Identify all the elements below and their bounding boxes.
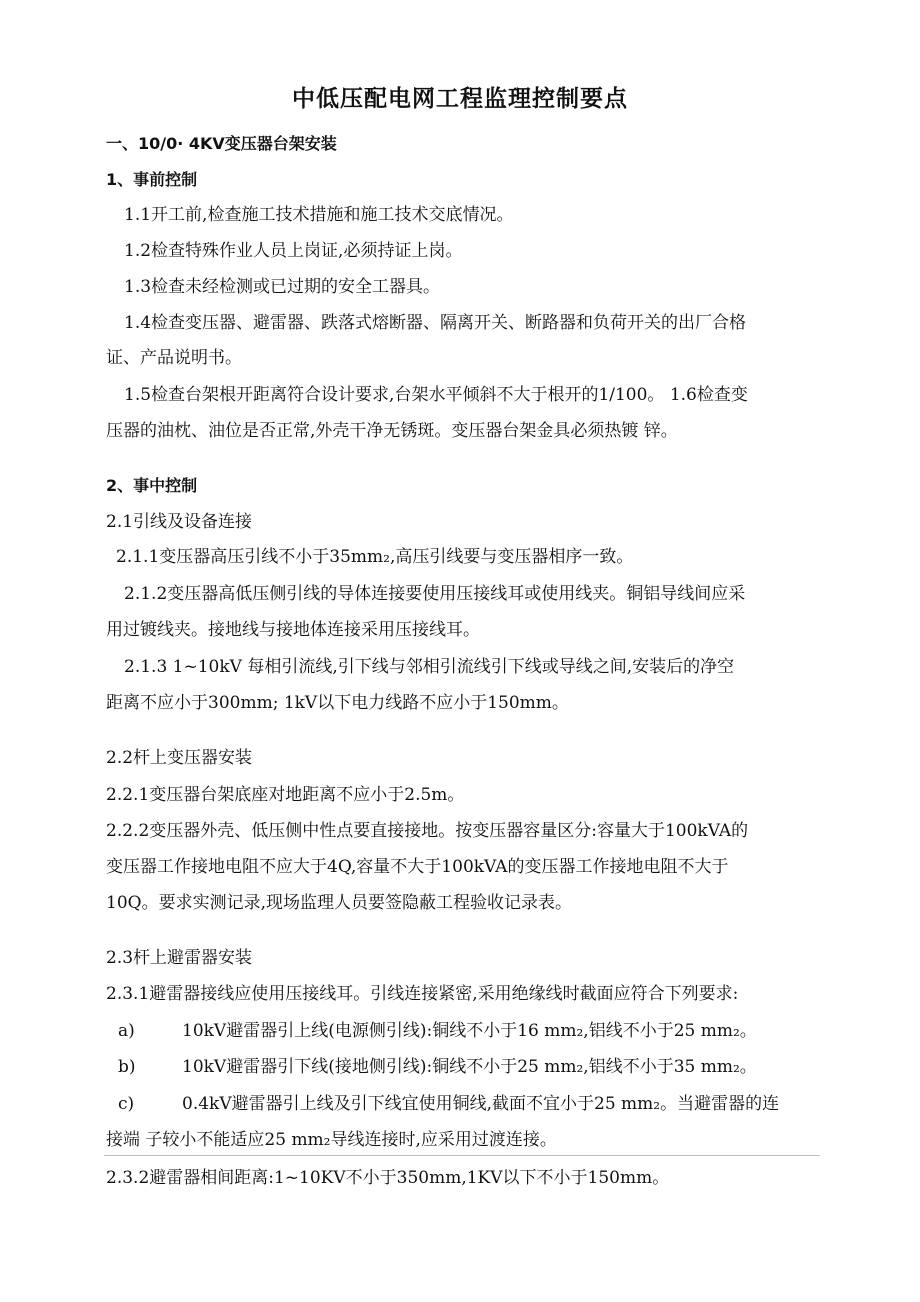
list-item-text: 10kV避雷器引上线(电源侧引线):铜线不小于16 mm₂,铝线不小于25 mm₂。 <box>182 1021 757 1041</box>
paragraph-continued: 变压器工作接地电阻不应大于4Q,容量不大于100kVA的变压器工作接地电阻不大于 <box>106 857 729 877</box>
section-heading: 一、10/0· 4KV变压器台架安装 <box>106 134 337 153</box>
page-title: 中低压配电网工程监理控制要点 <box>292 86 628 112</box>
paragraph: 1.4检查变压器、避雷器、跌落式熔断器、隔离开关、断路器和负荷开关的出厂合格 <box>124 313 747 333</box>
paragraph: 1.5检查台架根开距离符合设计要求,台架水平倾斜不大于根开的1/100。 1.6检查变 <box>124 385 748 405</box>
divider <box>104 1155 820 1156</box>
subsection-heading: 2、事中控制 <box>106 476 198 495</box>
paragraph-continued: 证、产品说明书。 <box>106 348 242 368</box>
paragraph: 1.2检查特殊作业人员上岗证,必须持证上岗。 <box>124 241 463 261</box>
paragraph: 2.1.2变压器高低压侧引线的导体连接要使用压接线耳或使用线夹。铜铝导线间应采 <box>124 584 746 604</box>
paragraph: 2.3.1避雷器接线应使用压接线耳。引线连接紧密,采用绝缘线时截面应符合下列要求: <box>106 984 739 1004</box>
clause-heading: 2.1引线及设备连接 <box>106 512 253 532</box>
clause-heading: 2.3杆上避雷器安装 <box>106 948 253 968</box>
paragraph-continued: 用过镀线夹。接地线与接地体连接采用压接线耳。 <box>106 620 480 640</box>
paragraph-continued: 10Q。要求实测记录,现场监理人员要签隐蔽工程验收记录表。 <box>106 893 572 913</box>
paragraph: 2.3.2避雷器相间距离:1~10KV不小于350mm,1KV以下不小于150mm。 <box>106 1168 670 1188</box>
paragraph: 1.3检查未经检测或已过期的安全工器具。 <box>124 277 441 297</box>
paragraph: 2.1.3 1~10kV 每相引流线,引下线与邻相引流线引下线或导线之间,安装后的净空 <box>124 657 735 677</box>
clause-heading: 2.2杆上变压器安装 <box>106 748 253 768</box>
paragraph-continued: 距离不应小于300mm; 1kV以下电力线路不应小于150mm。 <box>106 693 569 713</box>
list-item-text: 0.4kV避雷器引上线及引下线宜使用铜线,截面不宜小于25 mm₂。当避雷器的连 <box>182 1094 780 1114</box>
paragraph: 2.1.1变压器高压引线不小于35mm₂,高压引线要与变压器相序一致。 <box>116 547 634 567</box>
paragraph: 1.1开工前,检查施工技术措施和施工技术交底情况。 <box>124 205 514 225</box>
list-item-text-continued: 接端 子较小不能适应25 mm₂导线连接时,应采用过渡连接。 <box>106 1130 557 1150</box>
list-item-label: b) <box>118 1057 136 1077</box>
list-item-label: a) <box>118 1021 135 1041</box>
paragraph: 2.2.2变压器外壳、低压侧中性点要直接接地。按变压器容量区分:容量大于100kVA的 <box>106 821 749 841</box>
list-item-label: c) <box>118 1094 135 1114</box>
list-item-text: 10kV避雷器引下线(接地侧引线):铜线不小于25 mm₂,铝线不小于35 mm₂。 <box>182 1057 757 1077</box>
paragraph-continued: 压器的油枕、油位是否正常,外壳干净无锈斑。变压器台架金具必须热镀 锌。 <box>106 421 678 441</box>
subsection-heading: 1、事前控制 <box>106 170 198 189</box>
paragraph: 2.2.1变压器台架底座对地距离不应小于2.5m。 <box>106 785 465 805</box>
